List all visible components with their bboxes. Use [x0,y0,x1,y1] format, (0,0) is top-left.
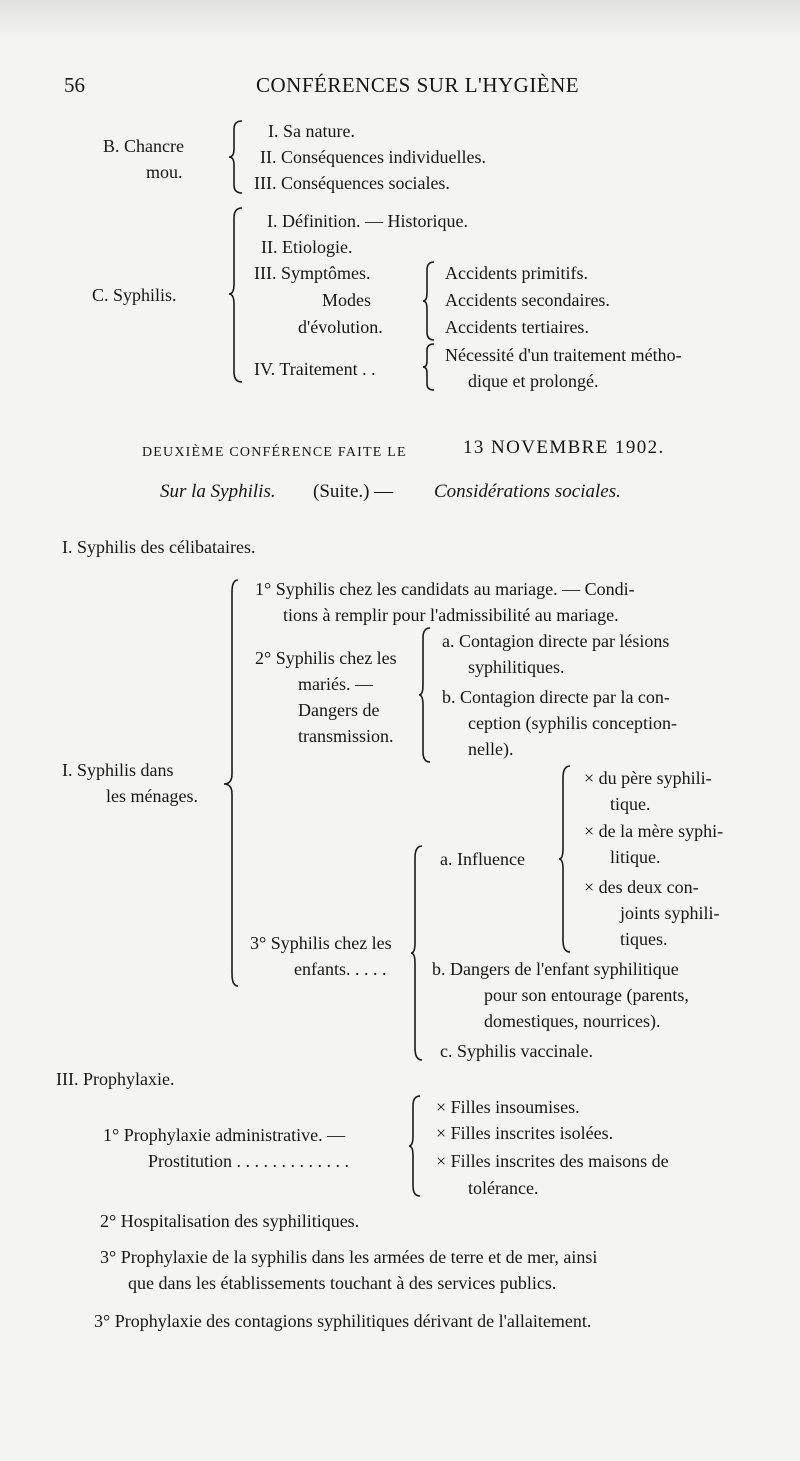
section-c-item: III. Symptômes. [254,263,371,283]
outline-label: 3° Syphilis chez les [250,933,392,953]
outline-text: tolérance. [468,1178,539,1198]
brace-menages [222,578,242,988]
outline-text: syphilitiques. [468,657,565,677]
section-c-item: I. Définition. — Historique. [267,211,468,231]
brace-maries [418,626,436,764]
section-b-label-2: mou. [146,162,183,182]
running-title: CONFÉRENCES SUR L'HYGIÈNE [256,73,580,97]
accident-item: Accidents tertiaires. [445,317,589,337]
conference-heading: DEUXIÈME CONFÉRENCE FAITE LE [142,445,407,460]
outline-label: I. Syphilis dans [62,760,174,780]
outline-text: × des deux con- [584,877,699,897]
brace-influence [558,764,576,954]
section-c-label: C. Syphilis. [92,285,177,305]
outline-text: joints syphili- [620,903,720,923]
outline-text: a. Influence [440,849,525,869]
section-c-item: II. Etiologie. [261,237,353,257]
outline-text: c. Syphilis vaccinale. [440,1041,593,1061]
page-number: 56 [64,73,85,97]
outline-item: III. Prophylaxie. [56,1069,175,1089]
outline-text: b. Dangers de l'enfant syphilitique [432,959,679,979]
traitement-text: dique et prolongé. [468,371,599,391]
outline-text: × Filles inscrites des maisons de [436,1151,669,1171]
section-c-item: Modes [322,290,371,310]
outline-text: × Filles insoumises. [436,1097,580,1117]
page-edge-shading [0,0,800,40]
section-c-item: IV. Traitement . . [254,359,376,379]
outline-item: 3° Prophylaxie des contagions syphilitiques dérivant de l'allaitement. [94,1311,592,1331]
brace-enfants [410,844,428,1062]
outline-text: tiques. [620,929,668,949]
traitement-text: Nécessité d'un traitement métho- [445,345,682,365]
outline-text: a. Contagion directe par lésions [442,631,670,651]
brace-b [228,119,248,195]
outline-text: tions à remplir pour l'admissibilité au mariage. [283,605,619,625]
outline-text: × Filles inscrites isolées. [436,1123,614,1143]
outline-label: transmission. [298,726,394,746]
outline-text: × du père syphili- [584,768,712,788]
outline-text: litique. [610,847,661,867]
brace-prostitution [408,1094,426,1198]
section-b-item: III. Conséquences sociales. [254,173,450,193]
outline-label: mariés. — [298,674,373,694]
section-b-label: B. Chancre [103,136,184,156]
accident-item: Accidents primitifs. [445,263,588,283]
outline-label: Prostitution . . . . . . . . . . . . . [148,1151,350,1171]
outline-text: domestiques, nourrices). [484,1011,661,1031]
outline-text: pour son entourage (parents, [484,985,689,1005]
outline-item: I. Syphilis des célibataires. [62,537,256,557]
outline-item: 2° Hospitalisation des syphilitiques. [100,1211,360,1231]
outline-text: × de la mère syphi- [584,821,724,841]
outline-text: nelle). [468,739,514,759]
brace-accidents [422,260,440,342]
conference-subtitle: Sur la Syphilis. [160,481,276,502]
conference-date: 13 NOVEMBRE 1902. [463,437,665,458]
outline-item: 3° Prophylaxie de la syphilis dans les armées de terre et de mer, ainsi [100,1247,598,1267]
brace-traitement [422,342,440,392]
conference-subtitle: Considérations sociales. [434,481,621,502]
section-c-item: d'évolution. [298,317,383,337]
outline-text: tique. [610,794,651,814]
outline-text: b. Contagion directe par la con- [442,687,670,707]
brace-c [228,206,248,386]
outline-label: Dangers de [298,700,380,720]
outline-text: 1° Syphilis chez les candidats au mariage. — Condi- [255,579,635,599]
accident-item: Accidents secondaires. [445,290,610,310]
outline-text: ception (syphilis conception- [468,713,677,733]
outline-label: 2° Syphilis chez les [255,648,397,668]
outline-label: 1° Prophylaxie administrative. — [103,1125,346,1145]
section-b-item: II. Conséquences individuelles. [260,147,486,167]
conference-subtitle: (Suite.) — [313,481,394,502]
outline-item: que dans les établissements touchant à des services publics. [128,1273,557,1293]
section-b-item: I. Sa nature. [268,121,355,141]
outline-label: les ménages. [106,786,198,806]
outline-label: enfants. . . . . [294,959,387,979]
